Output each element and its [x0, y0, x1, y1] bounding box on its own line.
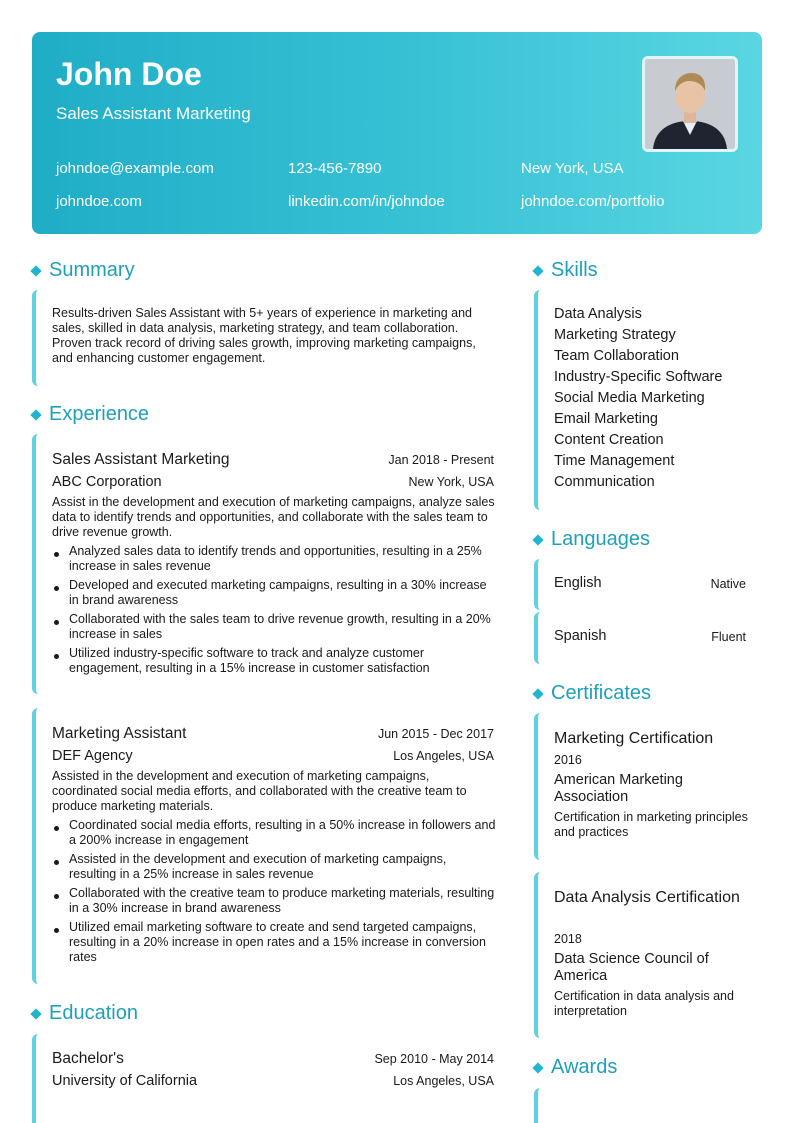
skill-item: Email Marketing: [554, 411, 658, 427]
language-accent-bar: [534, 559, 542, 610]
job-location: New York, USA: [408, 475, 494, 489]
job-company: DEF Agency: [52, 748, 133, 764]
candidate-title: Sales Assistant Marketing: [56, 104, 251, 123]
skill-item: Team Collaboration: [554, 348, 679, 364]
school-name: University of California: [52, 1073, 198, 1089]
bullet-icon: [54, 894, 59, 899]
experience-heading: [32, 403, 149, 426]
job-bullet: Developed and executed marketing campaigns, resulting in a 30% increase in brand awareness: [69, 578, 487, 607]
diamond-icon: [532, 688, 543, 699]
certificates-heading: [534, 682, 651, 705]
awards-heading-label: Awards: [551, 1056, 618, 1078]
avatar-icon: [645, 59, 735, 149]
location-text: New York, USA: [521, 160, 624, 177]
certificate-year: 2016: [554, 753, 582, 767]
job-dates: Jan 2018 - Present: [388, 453, 494, 467]
job-bullet: Utilized industry-specific software to track and analyze customer engagement, resulting in a 15% increase in customer satisfaction: [69, 646, 430, 675]
summary-text: Results-driven Sales Assistant with 5+ years of experience in marketing and sales, skilled in data analysis, marketing strategy, and team collaboration. Proven track record of driving sales growth, improving marketing campaigns, and enhancing customer engagement.: [52, 306, 476, 365]
job-company: ABC Corporation: [52, 474, 162, 490]
skill-item: Marketing Strategy: [554, 327, 676, 343]
skill-item: Communication: [554, 474, 655, 490]
skills-heading-label: Skills: [551, 259, 598, 281]
language-level: Fluent: [711, 630, 746, 644]
school-location: Los Angeles, USA: [393, 1074, 494, 1088]
degree-title: Bachelor's: [52, 1050, 124, 1067]
summary-heading: [32, 259, 135, 282]
bullet-icon: [54, 586, 59, 591]
job-bullet: Coordinated social media efforts, resulting in a 50% increase in followers and a 200% increase in engagement: [69, 818, 496, 847]
phone-text: 123-456-7890: [288, 160, 382, 177]
profile-photo: [642, 56, 738, 152]
diamond-icon: [30, 265, 41, 276]
bullet-icon: [54, 620, 59, 625]
education-heading: [32, 1002, 138, 1025]
diamond-icon: [532, 534, 543, 545]
education-heading-label: Education: [49, 1002, 138, 1024]
education-dates: Sep 2010 - May 2014: [374, 1052, 494, 1066]
summary-heading-label: Summary: [49, 259, 135, 281]
skills-accent-bar: [534, 290, 542, 510]
certificate-accent-bar: [534, 713, 542, 860]
languages-heading: [534, 528, 650, 551]
bullet-icon: [54, 928, 59, 933]
language-name: English: [554, 575, 602, 591]
job-description: Assisted in the development and execution of marketing campaigns, coordinated social media efforts, and collaborated with the creative team to produce marketing materials.: [52, 769, 467, 813]
skill-item: Data Analysis: [554, 306, 642, 322]
job-bullet: Analyzed sales data to identify trends and opportunities, resulting in a 25% increase in sales revenue: [69, 544, 482, 573]
bullet-icon: [54, 826, 59, 831]
certificate-name: Data Analysis Certification: [554, 889, 740, 906]
job-title: Marketing Assistant: [52, 725, 187, 742]
diamond-icon: [30, 1008, 41, 1019]
bullet-icon: [54, 654, 59, 659]
skill-item: Social Media Marketing: [554, 390, 705, 406]
awards-accent-bar: [534, 1088, 542, 1123]
skill-item: Time Management: [554, 453, 675, 469]
portfolio-link[interactable]: johndoe.com/portfolio: [521, 193, 665, 210]
certificate-description: Certification in data analysis and interpretation: [554, 989, 734, 1018]
certificate-org: Data Science Council of America: [554, 951, 709, 984]
certificate-description: Certification in marketing principles and practices: [554, 810, 748, 839]
language-level: Native: [710, 577, 746, 591]
skills-heading: [534, 259, 598, 282]
skill-item: Industry-Specific Software: [554, 369, 723, 385]
certificate-name: Marketing Certification: [554, 730, 714, 747]
job-accent-bar: [32, 434, 40, 694]
diamond-icon: [30, 409, 41, 420]
website-link[interactable]: johndoe.com: [56, 193, 142, 210]
job-description: Assist in the development and execution of marketing campaigns, analyze sales data to identify trends and opportunities, and collaborate with the sales team to drive revenue growth.: [52, 495, 495, 539]
certificate-accent-bar: [534, 872, 542, 1038]
bullet-icon: [54, 552, 59, 557]
awards-heading: [534, 1056, 617, 1079]
language-name: Spanish: [554, 628, 607, 644]
resume-header: [32, 32, 762, 234]
bullet-icon: [54, 860, 59, 865]
job-dates: Jun 2015 - Dec 2017: [377, 727, 494, 741]
skill-item: Content Creation: [554, 432, 664, 448]
languages-heading-label: Languages: [551, 528, 650, 550]
education-accent-bar: [32, 1034, 40, 1123]
linkedin-link[interactable]: linkedin.com/in/johndoe: [288, 193, 445, 210]
certificate-year: 2018: [554, 932, 582, 946]
email-link[interactable]: johndoe@example.com: [56, 160, 214, 177]
diamond-icon: [532, 1062, 543, 1073]
certificate-org: American Marketing Association: [554, 772, 683, 805]
job-bullet: Collaborated with the creative team to produce marketing materials, resulting in a 30% increase in brand awareness: [69, 886, 495, 915]
job-bullet: Collaborated with the sales team to drive revenue growth, resulting in a 20% increase in sales: [69, 612, 491, 641]
summary-accent-bar: [32, 290, 40, 386]
candidate-name: John Doe: [56, 56, 202, 92]
job-bullet: Assisted in the development and execution of marketing campaigns, resulting in a 25% increase in sales revenue: [69, 852, 447, 881]
language-accent-bar: [534, 612, 542, 664]
experience-heading-label: Experience: [49, 403, 150, 425]
job-accent-bar: [32, 708, 40, 984]
job-location: Los Angeles, USA: [393, 749, 494, 763]
job-title: Sales Assistant Marketing: [52, 451, 230, 468]
certificates-heading-label: Certificates: [551, 682, 652, 704]
diamond-icon: [532, 265, 543, 276]
job-bullet: Utilized email marketing software to create and send targeted campaigns, resulting in a 20% increase in open rates and a 15% increase in conversion rates: [69, 920, 486, 964]
